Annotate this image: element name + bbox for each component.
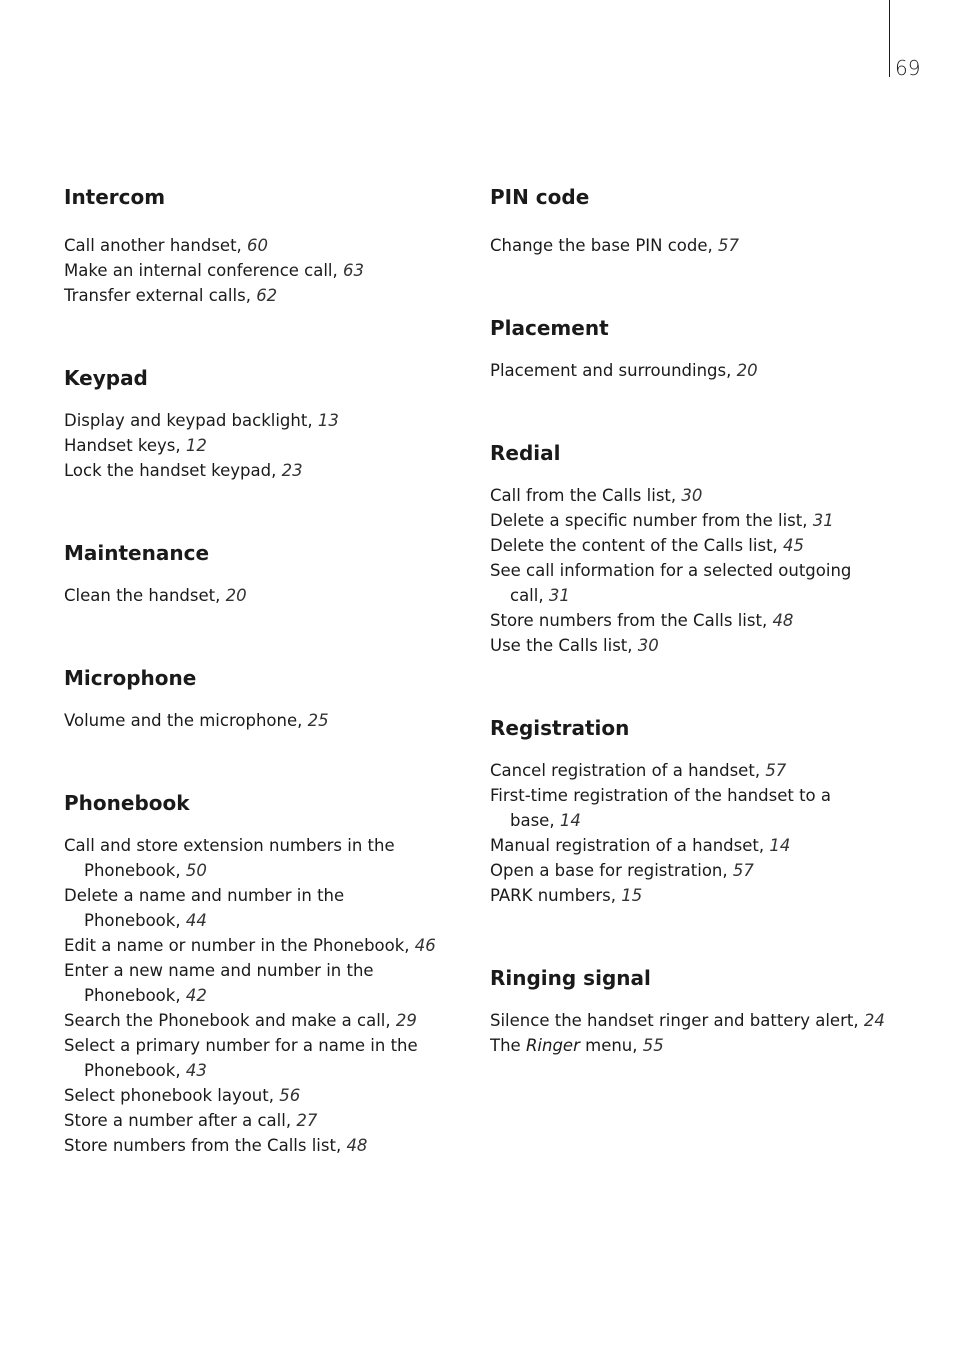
index-entry: Call from the Calls list, 30 (490, 486, 703, 505)
entry-text: Select phonebook layout (64, 1086, 269, 1105)
section-heading: Phonebook (64, 791, 190, 815)
entry-list (490, 233, 739, 258)
entry-text: Handset keys (64, 436, 176, 455)
entry-text: Silence the handset ringer and battery alert (490, 1011, 854, 1030)
entry-page-number: 50 (185, 861, 207, 880)
entry-text: Display and keypad backlight (64, 411, 308, 430)
section-heading: Keypad (64, 366, 148, 390)
entry-text: call (510, 586, 539, 605)
entry-page-number: 48 (346, 1136, 368, 1155)
entry-page-number: 14 (769, 836, 791, 855)
entry-page-number: 57 (732, 861, 754, 880)
index-section (490, 713, 831, 908)
entry-text: See call information for a selected outgoing (490, 561, 852, 580)
entry-text: First-time registration of the handset to a (490, 786, 831, 805)
entry-page-number: 42 (185, 986, 207, 1005)
entry-page-number: 55 (642, 1036, 664, 1055)
entry-page-number: 23 (281, 461, 303, 480)
entry-list (64, 233, 364, 308)
entry-text: PARK numbers (490, 886, 611, 905)
entry-text: Volume and the microphone (64, 711, 298, 730)
entry-page-number: 60 (247, 236, 269, 255)
entry-page-number: 57 (718, 236, 740, 255)
entry-page-number: 24 (863, 1011, 885, 1030)
index-entry: Lock the handset keypad, 23 (64, 461, 303, 480)
index-entry: Use the Calls list, 30 (490, 636, 659, 655)
index-entry: Display and keypad backlight, 13 (64, 411, 339, 430)
entry-page-number: 13 (317, 411, 339, 430)
entry-text: Placement and surroundings (490, 361, 727, 380)
section-heading: Microphone (64, 666, 197, 690)
entry-page-number: 25 (307, 711, 329, 730)
index-entry: Placement and surroundings, 20 (490, 361, 758, 380)
index-entry: Cancel registration of a handset, 57 (490, 761, 787, 780)
entry-text: Select a primary number for a name in the (64, 1036, 418, 1055)
entry-list (490, 483, 851, 658)
entry-page-number: 44 (185, 911, 207, 930)
section-heading: Maintenance (64, 541, 210, 565)
entry-page-number: 57 (765, 761, 787, 780)
entry-text: Use the Calls list (490, 636, 628, 655)
entry-continuation: call, 31 (510, 586, 570, 605)
index-entry: Edit a name or number in the Phonebook, 46 (64, 936, 436, 955)
entry-text: Call another handset (64, 236, 237, 255)
entry-list (490, 758, 831, 908)
index-entry: Change the base PIN code, 57 (490, 236, 740, 255)
section-heading: Redial (490, 441, 561, 465)
entry-list (490, 1008, 885, 1058)
entry-list (64, 708, 329, 733)
index-entry: Transfer external calls, 62 (64, 286, 278, 305)
entry-page-number: 12 (185, 436, 207, 455)
entry-text: Edit a name or number in the Phonebook (64, 936, 405, 955)
entry-continuation: Phonebook, 50 (84, 861, 207, 880)
entry-text: Call and store extension numbers in the (64, 836, 395, 855)
index-entry: Clean the handset, 20 (64, 586, 247, 605)
entry-text: Clean the handset (64, 586, 216, 605)
index-entry: Store numbers from the Calls list, 48 (490, 611, 794, 630)
entry-continuation: Phonebook, 43 (84, 1061, 207, 1080)
entry-page-number: 15 (621, 886, 643, 905)
header-rule (889, 0, 890, 77)
entry-text: menu (585, 1036, 633, 1055)
entry-page-number: 46 (414, 936, 436, 955)
entry-page-number: 63 (343, 261, 365, 280)
index-entry (64, 883, 436, 933)
entry-text: Transfer external calls (64, 286, 246, 305)
index-entry: Volume and the microphone, 25 (64, 711, 329, 730)
index-entry (64, 833, 436, 883)
index-entry: Manual registration of a handset, 14 (490, 836, 791, 855)
entry-text: Manual registration of a handset (490, 836, 759, 855)
entry-text: Phonebook (84, 861, 176, 880)
entry-text: Search the Phonebook and make a call (64, 1011, 386, 1030)
index-section (490, 313, 758, 383)
index-entry: Delete the content of the Calls list, 45 (490, 536, 805, 555)
index-section (490, 182, 739, 258)
entry-text: Phonebook (84, 1061, 176, 1080)
entry-page-number: 45 (783, 536, 805, 555)
entry-page-number: 30 (681, 486, 703, 505)
entry-text: Store a number after a call (64, 1111, 286, 1130)
entry-page-number: 56 (279, 1086, 301, 1105)
index-entry: PARK numbers, 15 (490, 886, 643, 905)
entry-text: Open a base for registration (490, 861, 723, 880)
entry-page-number: 31 (548, 586, 570, 605)
section-heading: Ringing signal (490, 966, 651, 990)
index-entry (490, 783, 831, 833)
index-section (64, 182, 364, 308)
entry-page-number: 20 (225, 586, 247, 605)
page-number: 69 (895, 56, 921, 80)
entry-list (64, 833, 436, 1158)
entry-list (490, 358, 758, 383)
entry-text: Phonebook (84, 911, 176, 930)
entry-page-number: 27 (296, 1111, 318, 1130)
entry-text: The (490, 1036, 521, 1055)
entry-page-number: 29 (395, 1011, 417, 1030)
index-entry: Store a number after a call, 27 (64, 1111, 318, 1130)
entry-page-number: 30 (637, 636, 659, 655)
index-entry (490, 558, 851, 608)
index-entry (64, 1033, 436, 1083)
index-section (64, 538, 247, 608)
index-section (490, 438, 851, 658)
index-entry: Delete a specific number from the list, 31 (490, 511, 834, 530)
entry-text: Delete the content of the Calls list (490, 536, 773, 555)
section-heading: Placement (490, 316, 609, 340)
index-entry: The Ringer menu, 55 (490, 1036, 664, 1055)
index-entry: Handset keys, 12 (64, 436, 207, 455)
entry-list (64, 583, 247, 608)
index-entry: Make an internal conference call, 63 (64, 261, 365, 280)
entry-text: Enter a new name and number in the (64, 961, 374, 980)
entry-text: Change the base PIN code (490, 236, 708, 255)
index-entry: Call another handset, 60 (64, 236, 269, 255)
entry-continuation: base, 14 (510, 811, 581, 830)
entry-italic-term: Ringer (525, 1036, 580, 1055)
entry-continuation: Phonebook, 44 (84, 911, 207, 930)
entry-list (64, 408, 339, 483)
index-entry: Store numbers from the Calls list, 48 (64, 1136, 368, 1155)
entry-continuation: Phonebook, 42 (84, 986, 207, 1005)
entry-text: Phonebook (84, 986, 176, 1005)
entry-page-number: 20 (736, 361, 758, 380)
section-heading: Intercom (64, 185, 166, 209)
entry-page-number: 14 (559, 811, 581, 830)
entry-text: Lock the handset keypad (64, 461, 272, 480)
index-section (64, 663, 329, 733)
index-section (64, 788, 436, 1158)
entry-text: Store numbers from the Calls list (64, 1136, 336, 1155)
index-entry: Search the Phonebook and make a call, 29 (64, 1011, 417, 1030)
section-heading: Registration (490, 716, 630, 740)
index-entry: Silence the handset ringer and battery alert, 24 (490, 1011, 885, 1030)
index-entry: Select phonebook layout, 56 (64, 1086, 301, 1105)
entry-text: Call from the Calls list (490, 486, 671, 505)
entry-text: Make an internal conference call (64, 261, 333, 280)
section-heading: PIN code (490, 185, 590, 209)
entry-text: Store numbers from the Calls list (490, 611, 762, 630)
index-section (64, 363, 339, 483)
entry-page-number: 62 (256, 286, 278, 305)
entry-text: Cancel registration of a handset (490, 761, 755, 780)
entry-text: base (510, 811, 550, 830)
index-entry: Open a base for registration, 57 (490, 861, 754, 880)
index-entry (64, 958, 436, 1008)
index-section (490, 963, 885, 1058)
entry-page-number: 48 (772, 611, 794, 630)
entry-text: Delete a name and number in the (64, 886, 345, 905)
entry-page-number: 43 (185, 1061, 207, 1080)
entry-page-number: 31 (812, 511, 834, 530)
entry-text: Delete a specific number from the list (490, 511, 803, 530)
